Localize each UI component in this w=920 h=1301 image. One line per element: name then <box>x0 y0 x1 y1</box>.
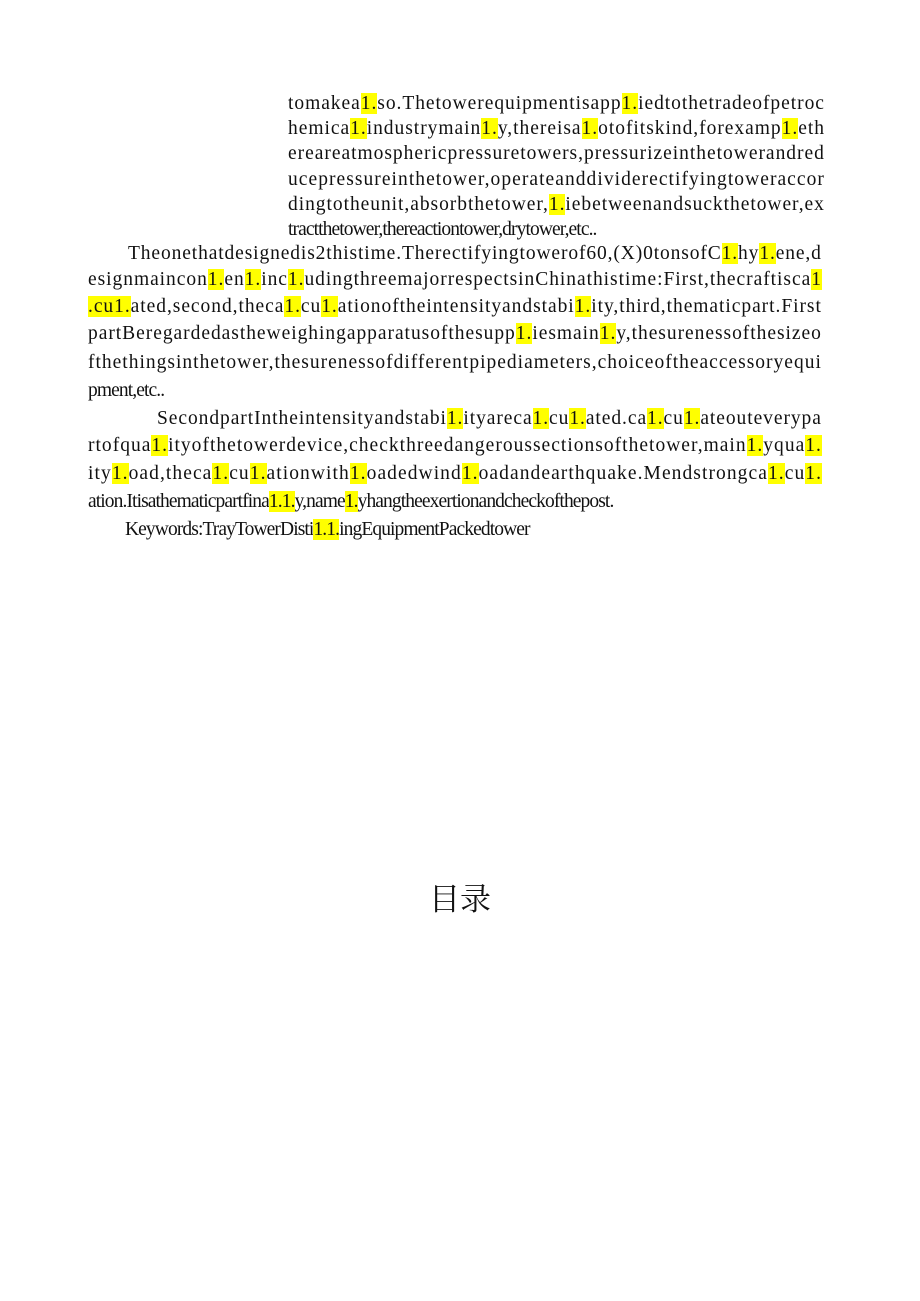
highlighted-text: .cu <box>88 296 115 317</box>
highlighted-text: 1. <box>481 118 498 139</box>
text-run: ucepressureinthetower,operateanddividerectifyingtoweraccor <box>288 169 825 190</box>
text-run: rtofqua <box>88 435 152 456</box>
highlighted-text: 1. <box>532 408 550 429</box>
text-run: oadandearthquake.Mendstrongca <box>478 463 768 484</box>
text-run: SecondpartIntheintensityandstabi <box>157 408 447 429</box>
highlighted-text: 1. <box>781 118 799 139</box>
text-run: ated.ca <box>585 408 648 429</box>
text-run: esignmaincon <box>88 269 208 290</box>
highlighted-text: 1. <box>581 118 599 139</box>
text-run: iedtothetradeofpetroc <box>638 93 825 114</box>
text-run: cu <box>229 463 250 484</box>
highlighted-text: 1. <box>574 296 592 317</box>
highlighted-text: 1. <box>284 296 301 317</box>
highlighted-text: 1. <box>805 435 822 456</box>
highlighted-text: 1. <box>683 408 701 429</box>
text-run: iesmain <box>532 323 600 344</box>
highlighted-text: 1. <box>349 463 367 484</box>
text-run: y,name <box>294 491 345 512</box>
highlighted-text: 1. <box>360 93 378 114</box>
text-run: cu <box>549 408 570 429</box>
text-run: ity,third,thematicpart.First <box>591 296 822 317</box>
text-line <box>288 117 825 141</box>
highlighted-text: 1. <box>249 463 267 484</box>
text-run: yqua <box>763 435 806 456</box>
text-run: iebetweenandsuckthetower,ex <box>565 194 825 215</box>
text-run: ationoftheintensityandstabi <box>337 296 575 317</box>
highlighted-text: 1. <box>548 194 566 215</box>
highlighted-text: 1. <box>344 491 358 512</box>
text-run: oadedwind <box>366 463 462 484</box>
text-run: cu <box>663 408 684 429</box>
text-line <box>88 322 822 346</box>
text-run: yhangtheexertionandcheckofthepost. <box>357 491 614 512</box>
text-line <box>288 218 597 242</box>
text-run: cu <box>784 463 806 484</box>
highlighted-text: 1.1. <box>313 519 340 540</box>
text-run: ity <box>88 463 112 484</box>
highlighted-text: 1. <box>599 323 617 344</box>
highlighted-text: 1. <box>515 323 533 344</box>
text-line <box>288 92 825 116</box>
text-run: otofitskind,forexamp <box>598 118 782 139</box>
highlighted-text: 1. <box>350 118 367 139</box>
text-line <box>288 168 825 192</box>
text-run: industrymain <box>366 118 482 139</box>
highlighted-text: 1. <box>244 269 262 290</box>
text-run: Keywords:TrayTowerDisti <box>125 519 314 540</box>
text-run: hy <box>738 243 760 264</box>
text-run: ityareca <box>463 408 533 429</box>
highlighted-text: 1. <box>321 296 338 317</box>
text-run: oad,theca <box>128 463 213 484</box>
text-run: Theonethatdesignedis2thistime.Therectifyingtowerof60,(X)0tonsofC <box>128 243 722 264</box>
text-run: fthethingsinthetower,thesurenessofdifferentpipediameters,choiceoftheaccessoryequi <box>88 352 822 373</box>
highlighted-text: 1. <box>446 408 464 429</box>
highlighted-text: 1.1. <box>268 491 295 512</box>
highlighted-text: 1. <box>111 463 129 484</box>
text-line <box>88 462 822 486</box>
text-line <box>88 295 822 319</box>
text-line <box>288 193 825 217</box>
text-run: partBeregardedastheweighingapparatusofthesupp <box>88 323 516 344</box>
text-run: tractthetower,thereactiontower,drytower,etc.. <box>288 219 597 240</box>
text-line <box>88 490 613 514</box>
text-line <box>88 434 822 458</box>
highlighted-text: 1. <box>461 463 479 484</box>
text-line <box>288 142 825 166</box>
text-run: dingtotheunit,absorbthetower, <box>288 194 549 215</box>
text-run: ityofthetowerdevice,checkthreedangeroussectionsofthetower,main <box>168 435 747 456</box>
highlighted-text: 1. <box>569 408 586 429</box>
highlighted-text: 1. <box>212 463 230 484</box>
highlighted-text: 1. <box>647 408 664 429</box>
text-run: so.Thetowerequipmentisapp <box>377 93 622 114</box>
highlighted-text: 1. <box>207 269 225 290</box>
toc-heading: 目录 <box>429 882 491 918</box>
text-run: ationwith <box>266 463 350 484</box>
highlighted-text: 1. <box>746 435 764 456</box>
text-line <box>157 407 822 431</box>
text-run: udingthreemajorrespectsinChinathistime:First,thecraftisca <box>304 269 812 290</box>
highlighted-text: 1. <box>805 463 823 484</box>
text-run: pment,etc.. <box>88 380 165 401</box>
text-run: tomakea <box>288 93 361 114</box>
highlighted-text: 1 <box>811 269 822 290</box>
text-line <box>88 351 822 375</box>
text-run: inc <box>261 269 288 290</box>
text-run: cu <box>300 296 322 317</box>
highlighted-text: 1. <box>721 243 739 264</box>
text-line <box>125 518 530 542</box>
text-run: en <box>224 269 245 290</box>
text-run: ateouteverypa <box>700 408 822 429</box>
text-run: y,thereisa <box>497 118 582 139</box>
text-line <box>88 379 164 403</box>
text-line <box>88 268 822 292</box>
highlighted-text: 1. <box>767 463 785 484</box>
text-run: ation.Itisathematicpartfina <box>88 491 269 512</box>
text-run: ene,d <box>775 243 822 264</box>
highlighted-text: 1. <box>287 269 305 290</box>
text-run: eth <box>798 118 825 139</box>
highlighted-text: 1. <box>759 243 776 264</box>
text-run: ingEquipmentPackedtower <box>339 519 530 540</box>
text-run: ated,second,theca <box>130 296 285 317</box>
highlighted-text: 1. <box>621 93 639 114</box>
highlighted-text: 1. <box>114 296 131 317</box>
text-run: y,thesurenessofthesizeo <box>616 323 822 344</box>
highlighted-text: 1. <box>151 435 169 456</box>
text-run: ereareatmosphericpressuretowers,pressurizeinthetowerandred <box>288 143 825 164</box>
text-run: hemica <box>288 118 351 139</box>
text-line <box>128 242 822 266</box>
